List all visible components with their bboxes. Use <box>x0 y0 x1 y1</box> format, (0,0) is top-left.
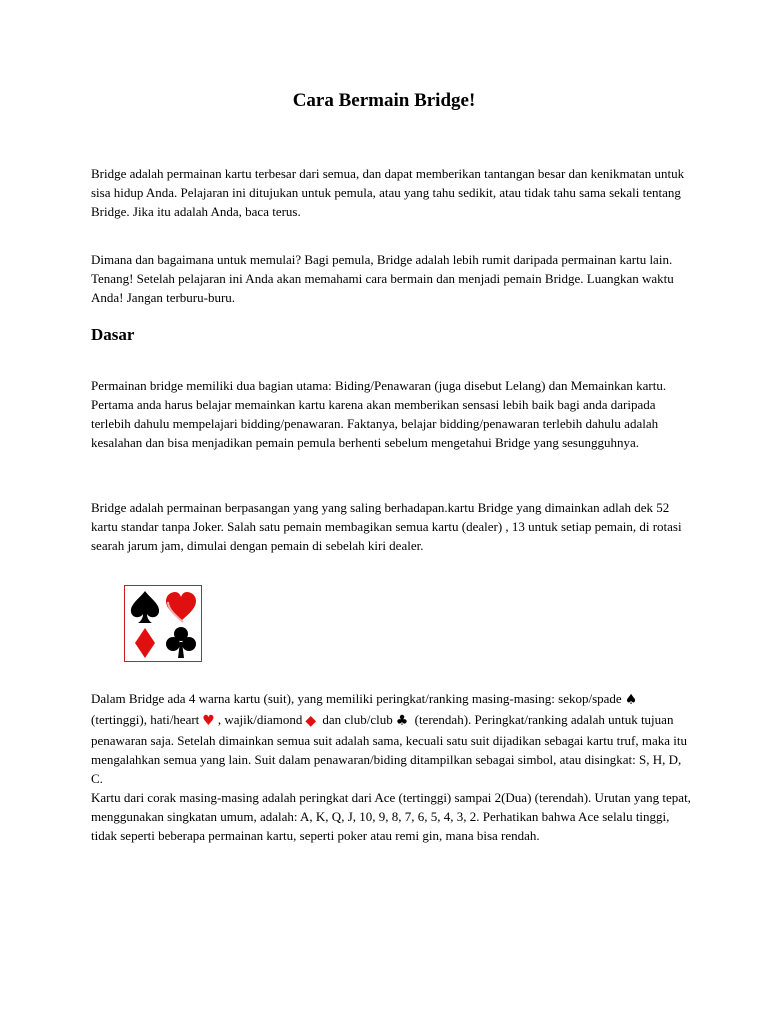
intro-paragraph-1: Bridge adalah permainan kartu terbesar dari semua, dan dapat memberikan tantangan besar dan kenikmatan untuk sisa hidup Anda. Pelajaran ini ditujukan untuk pemula, atau yang tahu sedikit, atau tidak tahu sama sekali tentang Bridge. Jika itu adalah Anda, baca terus. <box>91 166 685 219</box>
suits-paragraph <box>91 689 691 845</box>
suits-text-part-6: Kartu dari corak masing-masing adalah peringkat dari Ace (tertinggi) sampai 2(Dua) (terendah). Urutan yang tepat, menggunakan singkatan umum, adalah: A, K, Q, J, 10, 9, 8, 7, 6, 5, 4, 3, 2. Perhatikan bahwa Ace selalu tinggi, tidak seperti beberapa permainan kartu, seperti poker atau remi gin, mana bisa rendah. <box>91 790 691 843</box>
suits-text-part-3: , wajik/diamond <box>217 712 303 727</box>
heart-icon <box>166 592 196 622</box>
suits-text-part-2: (tertinggi), hati/heart <box>91 712 200 727</box>
club-icon <box>166 627 196 658</box>
club-icon: ♣ <box>395 713 409 729</box>
card-suits-image <box>124 585 202 662</box>
basics-paragraph-1: Permainan bridge memiliki dua bagian utama: Biding/Penawaran (juga disebut Lelang) dan Memainkan kartu. Pertama anda harus belajar memainkan kartu karena akan memberikan sensasi lebih baik bagi anda daripada terlebih dahulu mempelajari bidding/penawaran. Faktanya, belajar bidding/penawaran terlebih dahulu adalah kesalahan dan bisa menjadikan pemain pemula berhenti sebelum mengetahui Bridge yang sesungguhnya. <box>91 378 667 450</box>
section-heading-dasar: Dasar <box>91 325 135 344</box>
diamond-icon: ◆ <box>305 713 317 729</box>
page-title: Cara Bermain Bridge! <box>292 90 476 111</box>
suits-text-part-4: dan club/club <box>322 712 393 727</box>
basics-paragraph-2: Bridge adalah permainan berpasangan yang yang saling berhadapan.kartu Bridge yang dimainkan adlah dek 52 kartu standar tanpa Joker. Salah satu pemain membagikan semua kartu (dealer) , 13 untuk setiap pemain, di rotasi searah jarum jam, dimulai dengan pemain di sebelah kiri dealer. <box>91 500 682 553</box>
heart-icon: ♥ <box>202 713 215 729</box>
spade-icon: ♠ <box>624 692 638 708</box>
card-suits-svg <box>125 586 201 661</box>
intro-paragraph-2: Dimana dan bagaimana untuk memulai? Bagi pemula, Bridge adalah lebih rumit daripada permainan kartu lain. Tenang! Setelah pelajaran ini Anda akan memahami cara bermain dan menjadi pemain Bridge. Luangkan waktu Anda! Jangan terburu-buru. <box>91 252 674 305</box>
spade-icon <box>131 591 159 623</box>
suits-text-part-1: Dalam Bridge ada 4 warna kartu (suit), yang memiliki peringkat/ranking masing-masing: sekop/spade <box>91 691 622 706</box>
suits-text-part-5: (terendah). Peringkat/ranking adalah untuk tujuan penawaran saja. Setelah dimainkan semua suit adalah sama, kecuali satu suit dijadikan sebagai kartu truf, maka itu mengalahkan semua yang lain. Suit dalam penawaran/biding ditampilkan sebagai simbol, atau disingkat: S, H, D, C. <box>91 712 687 786</box>
diamond-icon <box>135 628 155 658</box>
